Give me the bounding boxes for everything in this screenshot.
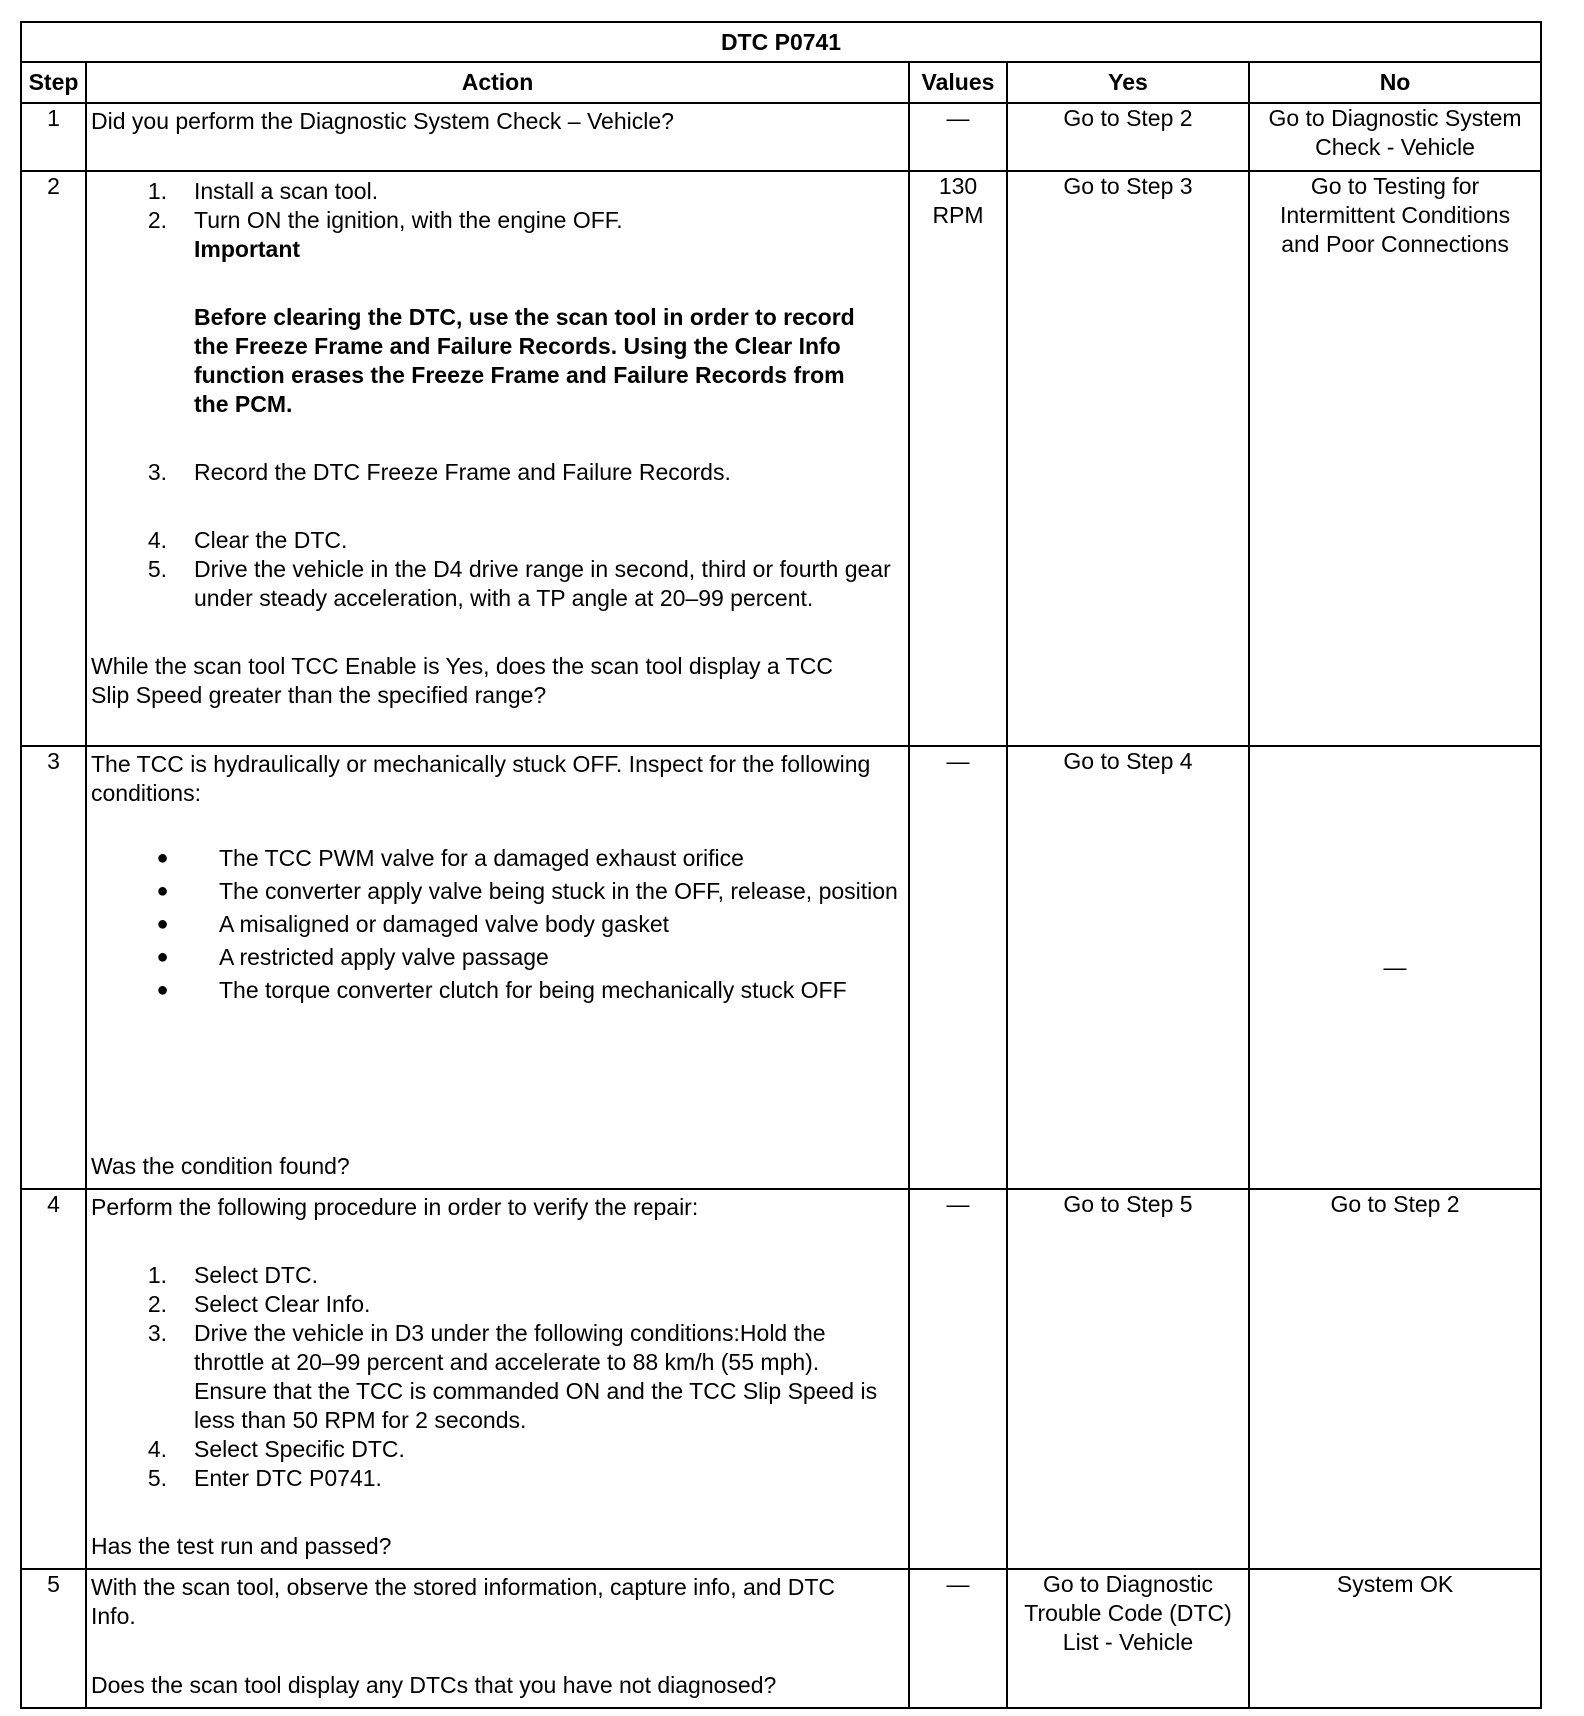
table-row	[21, 1569, 1541, 1708]
bullet-list	[91, 844, 904, 1009]
list-item: 5. Drive the vehicle in the D4 drive range in second, third or fourth gear under steady acceleration, with a TP angle at 20–99 percent.	[147, 556, 891, 611]
header-values: Values	[909, 62, 1007, 103]
step-number: 4	[21, 1189, 86, 1569]
table-title: DTC P0741	[21, 22, 1541, 62]
step-number: 2	[21, 171, 86, 746]
no-cell: Go to Testing for Intermittent Conditions and Poor Connections	[1249, 171, 1541, 746]
value-cell: —	[909, 746, 1007, 1189]
list-item: 3. Drive the vehicle in D3 under the following conditions:Hold the throttle at 20–99 percent and accelerate to 88 km/h (55 mph). Ensure that the TCC is commanded ON and the TCC Slip Speed is less than 50 RPM for 2 seconds.	[147, 1320, 878, 1433]
no-cell: Go to Diagnostic System Check - Vehicle	[1249, 103, 1541, 171]
action-cell	[86, 103, 909, 171]
value-cell: —	[909, 1569, 1007, 1708]
yes-cell: Go to Step 3	[1007, 171, 1249, 746]
step-question: Does the scan tool display any DTCs that you have not diagnosed?	[91, 1672, 777, 1698]
yes-cell: Go to Step 2	[1007, 103, 1249, 171]
header-action: Action	[86, 62, 909, 103]
action-cell	[86, 746, 909, 1189]
table-row	[21, 746, 1541, 1189]
list-item: ● The converter apply valve being stuck in the OFF, release, position	[156, 878, 898, 904]
list-item: ● The TCC PWM valve for a damaged exhaust orifice	[156, 845, 744, 871]
table-row	[21, 103, 1541, 171]
dtc-table	[20, 21, 1542, 1709]
important-label: Important	[194, 236, 301, 262]
value-cell: 130 RPM	[909, 171, 1007, 746]
no-cell: System OK	[1249, 1569, 1541, 1708]
header-yes: Yes	[1007, 62, 1249, 103]
table-row	[21, 171, 1541, 746]
step-question: While the scan tool TCC Enable is Yes, does the scan tool display a TCC Slip Speed greater than the specified range?	[91, 653, 833, 708]
no-cell: Go to Step 2	[1249, 1189, 1541, 1569]
list-item: 4. Clear the DTC.	[147, 527, 348, 553]
procedure-list	[91, 1261, 904, 1493]
step-intro: Perform the following procedure in order to verify the repair:	[91, 1194, 699, 1220]
procedure-list	[91, 177, 904, 235]
step-intro: With the scan tool, observe the stored information, capture info, and DTC Info.	[91, 1574, 836, 1629]
step-question: Was the condition found?	[91, 1153, 350, 1179]
yes-cell: Go to Step 5	[1007, 1189, 1249, 1569]
header-step: Step	[21, 62, 86, 103]
action-cell	[86, 171, 909, 746]
value-cell: —	[909, 103, 1007, 171]
list-item: ● A restricted apply valve passage	[156, 944, 549, 970]
list-item: 2. Turn ON the ignition, with the engine OFF.	[147, 207, 623, 233]
list-item: 4. Select Specific DTC.	[147, 1436, 405, 1462]
yes-cell: Go to Step 4	[1007, 746, 1249, 1189]
action-cell	[86, 1569, 909, 1708]
list-item: ● The torque converter clutch for being mechanically stuck OFF	[156, 977, 847, 1003]
step-number: 3	[21, 746, 86, 1189]
action-cell	[86, 1189, 909, 1569]
step-number: 1	[21, 103, 86, 171]
step-intro: The TCC is hydraulically or mechanically stuck OFF. Inspect for the following conditions:	[91, 751, 871, 806]
yes-cell: Go to Diagnostic Trouble Code (DTC) List - Vehicle	[1007, 1569, 1249, 1708]
step-number: 5	[21, 1569, 86, 1708]
value-cell: —	[909, 1189, 1007, 1569]
header-no: No	[1249, 62, 1541, 103]
list-item: 1. Install a scan tool.	[147, 178, 379, 204]
important-note: Before clearing the DTC, use the scan tool in order to record the Freeze Frame and Failure Records. Using the Clear Info function erases the Freeze Frame and Failure Records from the PCM.	[194, 304, 855, 417]
step-question: Has the test run and passed?	[91, 1533, 392, 1559]
procedure-list	[91, 458, 904, 487]
list-item: 5. Enter DTC P0741.	[147, 1465, 382, 1491]
list-item: ● A misaligned or damaged valve body gasket	[156, 911, 670, 937]
list-item: 3. Record the DTC Freeze Frame and Failure Records.	[147, 459, 731, 485]
table-row	[21, 1189, 1541, 1569]
procedure-list	[91, 526, 904, 613]
no-cell: —	[1249, 746, 1541, 1189]
list-item: 1. Select DTC.	[147, 1262, 318, 1288]
step-question: Did you perform the Diagnostic System Check – Vehicle?	[91, 108, 674, 134]
list-item: 2. Select Clear Info.	[147, 1291, 371, 1317]
